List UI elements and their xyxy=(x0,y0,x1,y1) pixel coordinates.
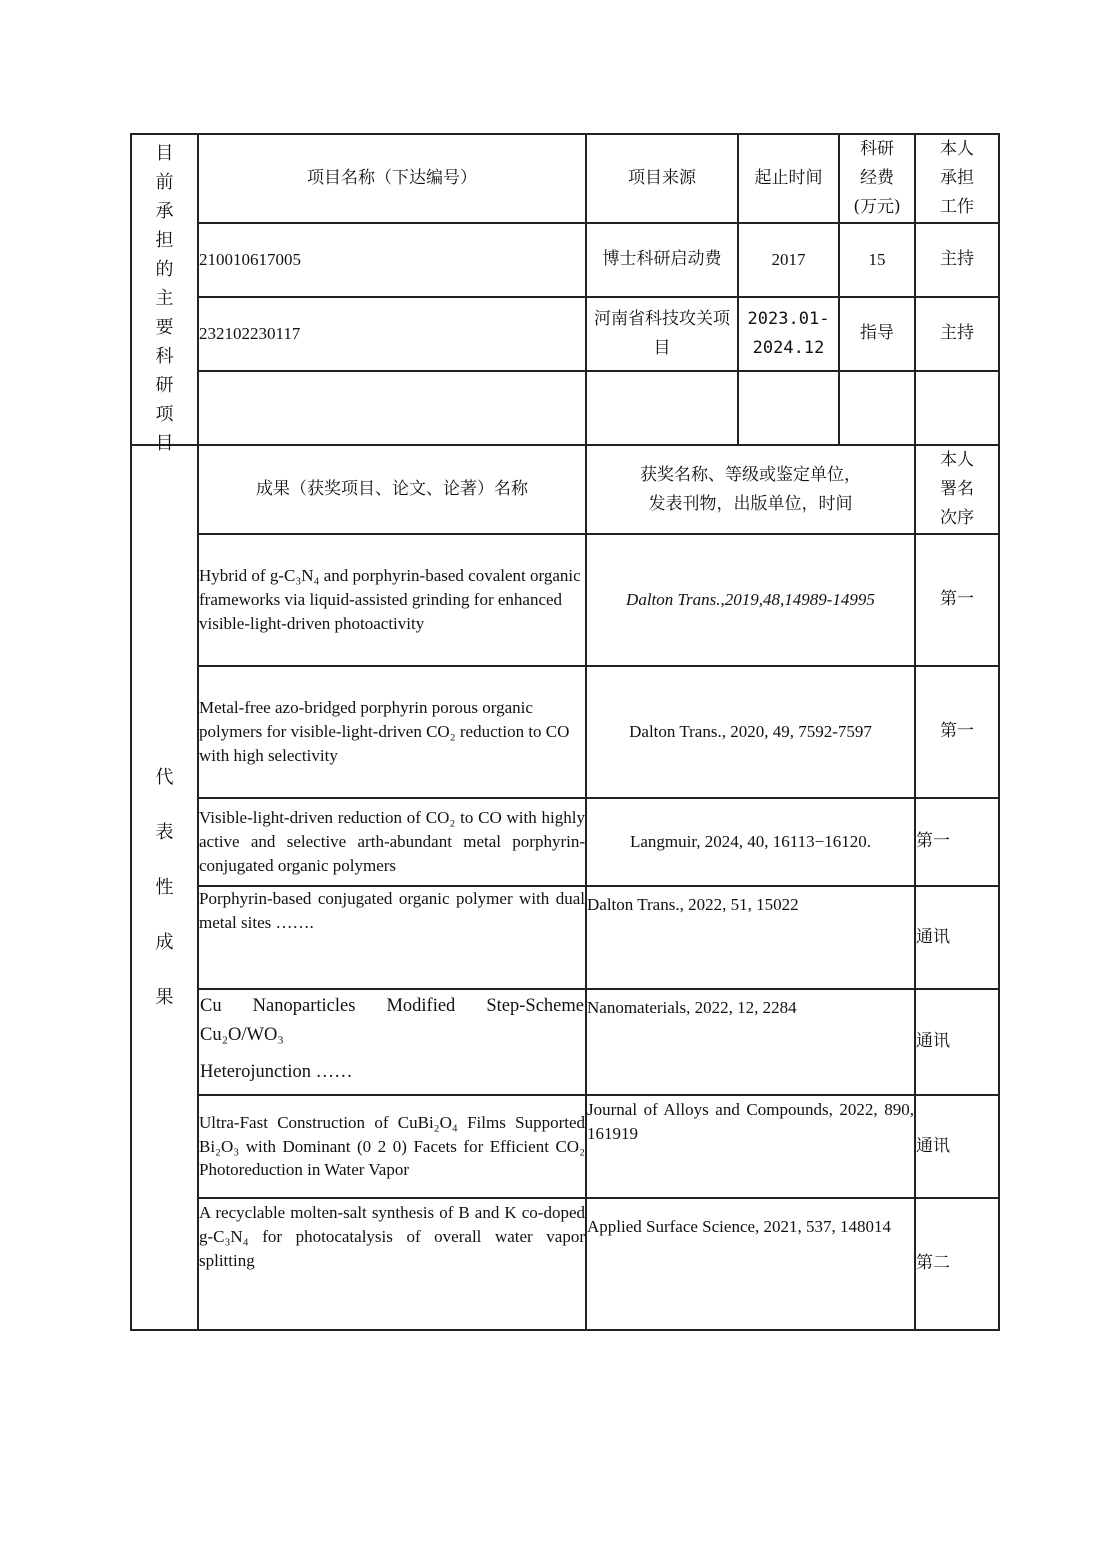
header-achievement-venue: 获奖名称、等级或鉴定单位， 发表刊物，出版单位，时间 xyxy=(586,445,915,534)
achievement-venue: Applied Surface Science, 2021, 537, 148014 xyxy=(586,1198,915,1330)
project-role: 主持 xyxy=(915,223,999,297)
project-name xyxy=(198,371,586,445)
achievements-section-label: 代 表 性 成 果 xyxy=(131,445,198,1330)
achievement-title: Ultra-Fast Construction of CuBi₂O₄ Films Supported Bi₂O₃ with Dominant (0 2 0) Facets for Efficient CO₂ Photoreduction in Water Vapor xyxy=(198,1095,586,1198)
project-funding xyxy=(839,371,915,445)
achievement-venue: Dalton Trans.,2019,48,14989-14995 xyxy=(586,534,915,666)
header-project-funding: 科研 经费 (万元) xyxy=(839,134,915,223)
project-source xyxy=(586,371,738,445)
achievement-title: A recyclable molten-salt synthesis of B and K co-doped g-C₃N₄ for photocatalysis of overall water vapor splitting xyxy=(198,1198,586,1330)
project-role xyxy=(915,371,999,445)
project-row xyxy=(131,223,999,297)
achievement-order: 通讯 xyxy=(915,886,999,989)
achievement-venue: Journal of Alloys and Compounds, 2022, 890, 161919 xyxy=(586,1095,915,1198)
project-period xyxy=(738,371,839,445)
achievement-order: 通讯 xyxy=(915,989,999,1095)
project-name: 232102230117 xyxy=(198,297,586,371)
projects-header-row xyxy=(131,134,999,223)
achievement-title: Visible-light-driven reduction of CO₂ to CO with highly active and selective arth-abundant metal porphyrin-conjugated organic polymers xyxy=(198,798,586,886)
achievement-title: Hybrid of g-C₃N₄ and porphyrin-based covalent organic frameworks via liquid-assisted grinding for enhanced visible-light-driven photoactivity xyxy=(198,534,586,666)
header-project-name: 项目名称（下达编号） xyxy=(198,134,586,223)
achievement-order: 第一 xyxy=(915,798,999,886)
project-row-empty xyxy=(131,371,999,445)
achievement-venue: Dalton Trans., 2022, 51, 15022 xyxy=(586,886,915,989)
achievement-row xyxy=(131,534,999,666)
header-project-source: 项目来源 xyxy=(586,134,738,223)
achievement-row xyxy=(131,1095,999,1198)
achievement-row xyxy=(131,886,999,989)
achievement-title: Porphyrin-based conjugated organic polymer with dual metal sites ……. xyxy=(198,886,586,989)
achievement-row xyxy=(131,798,999,886)
achievement-venue: Langmuir, 2024, 40, 16113−16120. xyxy=(586,798,915,886)
achievements-header-row xyxy=(131,445,999,534)
resume-table xyxy=(130,133,1000,1331)
achievement-order: 第一 xyxy=(915,666,999,798)
achievement-order: 第二 xyxy=(915,1198,999,1330)
project-source: 博士科研启动费 xyxy=(586,223,738,297)
achievement-row xyxy=(131,666,999,798)
achievement-order: 通讯 xyxy=(915,1095,999,1198)
header-project-role: 本人 承担 工作 xyxy=(915,134,999,223)
project-row xyxy=(131,297,999,371)
header-achievement-name: 成果（获奖项目、论文、论著）名称 xyxy=(198,445,586,534)
achievement-row xyxy=(131,1198,999,1330)
project-source: 河南省科技攻关项目 xyxy=(586,297,738,371)
achievement-venue: Nanomaterials, 2022, 12, 2284 xyxy=(586,989,915,1095)
achievement-venue: Dalton Trans., 2020, 49, 7592-7597 xyxy=(586,666,915,798)
achievement-title: Metal-free azo-bridged porphyrin porous organic polymers for visible-light-driven CO₂ reduction to CO with high selectivity xyxy=(198,666,586,798)
projects-section-label: 目 前 承 担 的 主 要 科 研 项 目 xyxy=(131,134,198,445)
project-period: 2017 xyxy=(738,223,839,297)
project-funding: 指导 xyxy=(839,297,915,371)
achievement-row xyxy=(131,989,999,1095)
achievement-title: Cu Nanoparticles Modified Step-Scheme Cu₂O/WO₃ Heterojunction …… xyxy=(198,989,586,1095)
header-achievement-order: 本人 署名 次序 xyxy=(915,445,999,534)
project-funding: 15 xyxy=(839,223,915,297)
project-period: 2023.01- 2024.12 xyxy=(738,297,839,371)
achievement-order: 第一 xyxy=(915,534,999,666)
project-role: 主持 xyxy=(915,297,999,371)
project-name: 210010617005 xyxy=(198,223,586,297)
header-project-period: 起止时间 xyxy=(738,134,839,223)
